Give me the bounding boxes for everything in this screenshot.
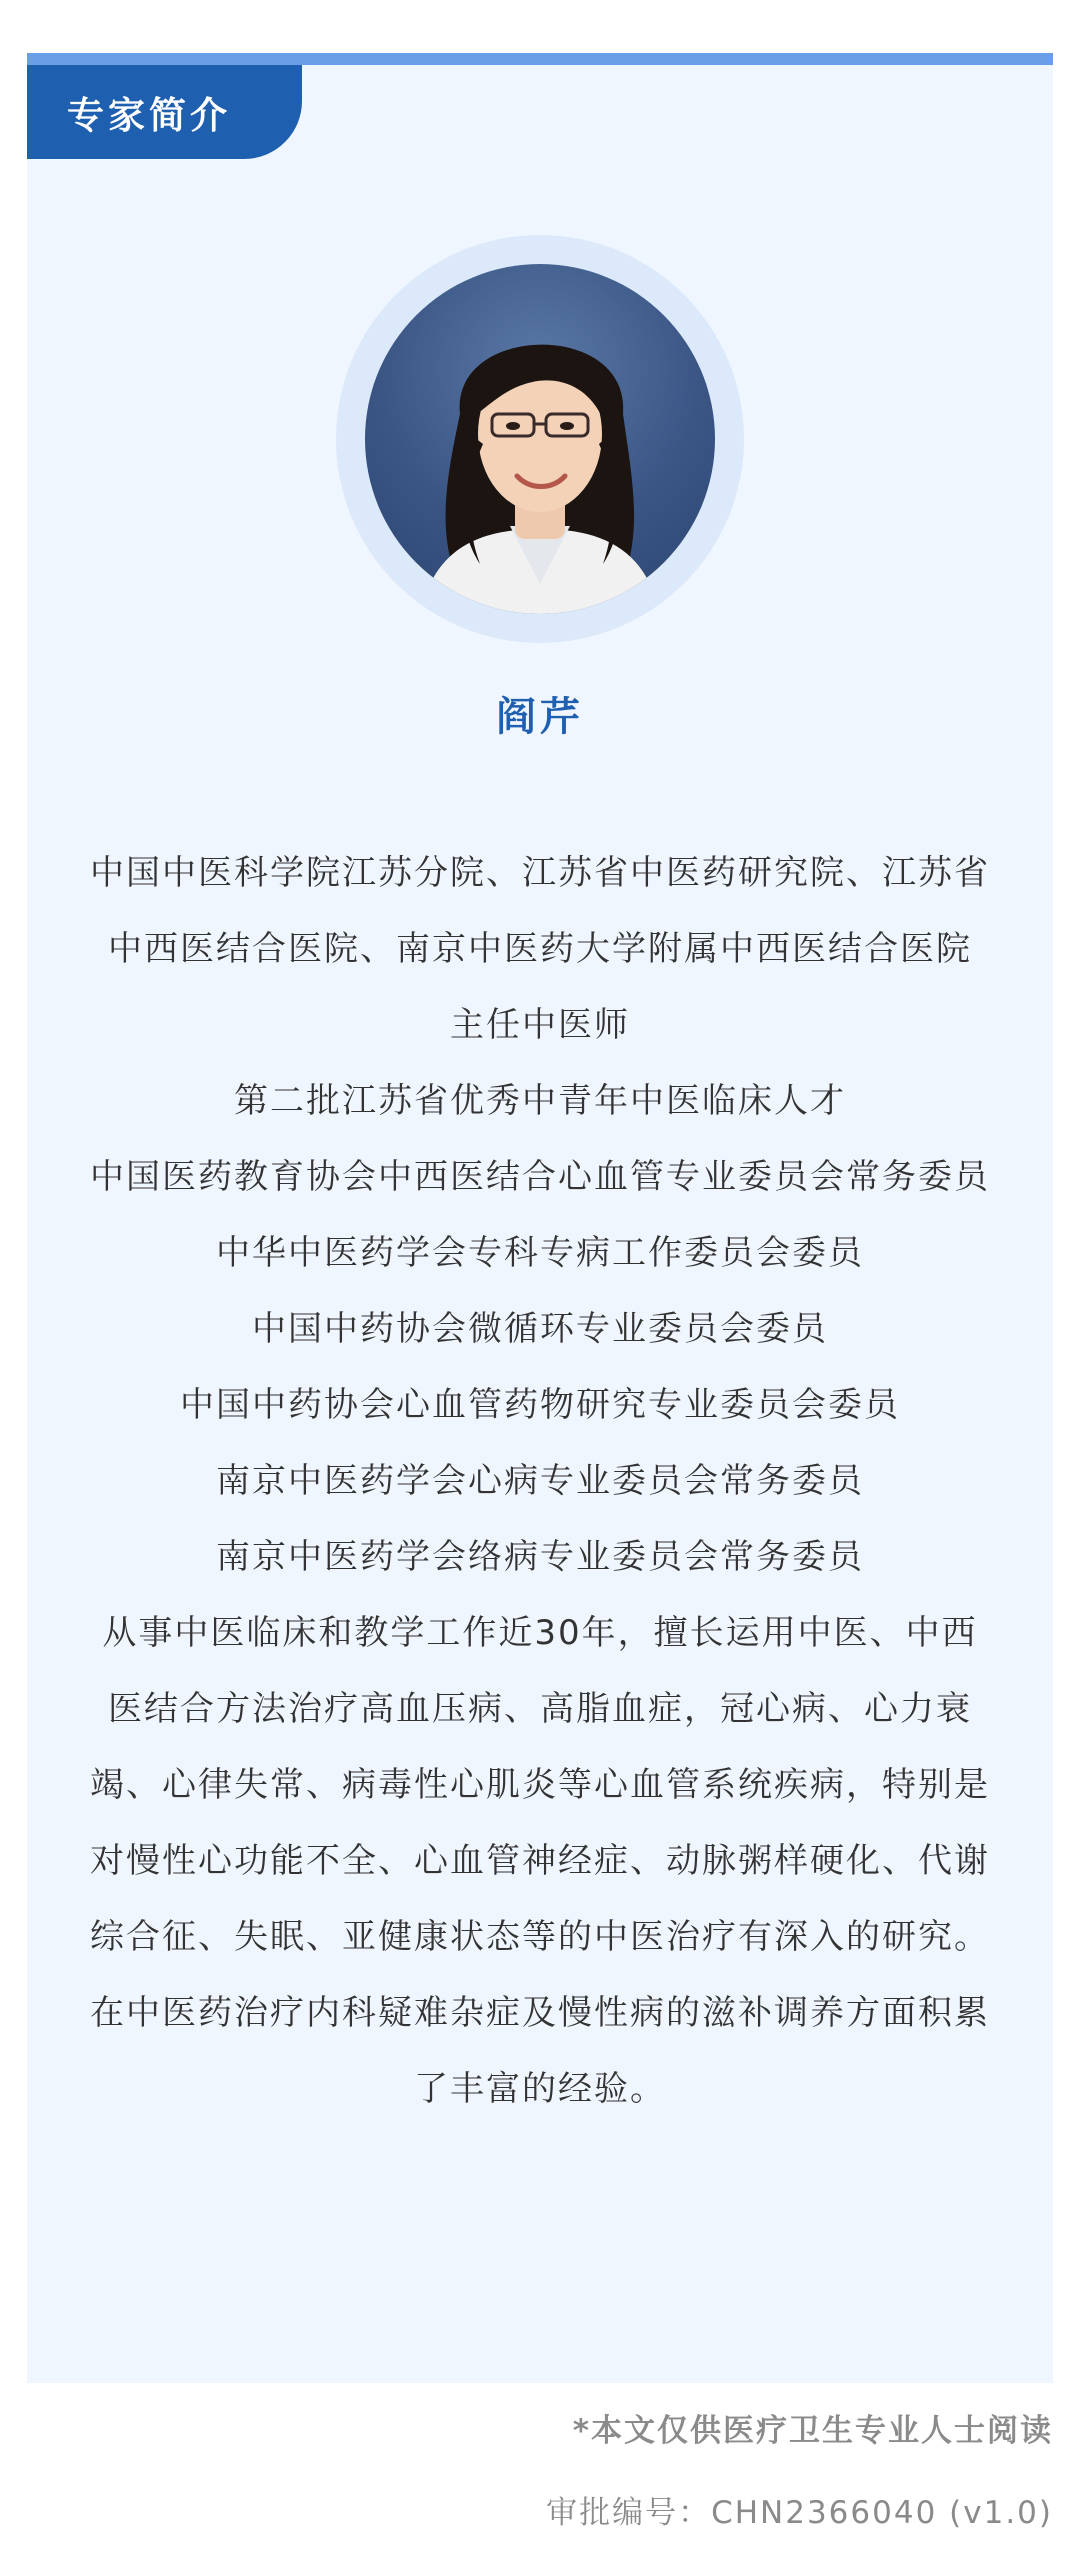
portrait-image — [365, 264, 715, 614]
bio-paragraph: 第二批江苏省优秀中青年中医临床人才 — [234, 1081, 846, 1121]
avatar — [365, 264, 715, 614]
approval-number: 审批编号：CHN2366040 (v1.0) — [546, 2495, 1053, 2531]
expert-card — [27, 53, 1053, 2383]
bio-paragraph: 中华中医药学会专科专病工作委员会委员 — [216, 1233, 864, 1273]
avatar-ring — [336, 235, 744, 643]
bio-section — [89, 835, 991, 2127]
bio-paragraph: 中国中医科学院江苏分院、江苏省中医药研究院、江苏省中西医结合医院、南京中医药大学附属中西医结合医院 主任中医师 — [90, 853, 990, 1045]
bio-paragraph: 南京中医药学会心病专业委员会常务委员 — [216, 1461, 864, 1501]
section-title: 专家简介 — [67, 94, 231, 137]
bio-paragraph: 从事中医临床和教学工作近30年，擅长运用中医、中西医结合方法治疗高血压病、高脂血症，冠心病、心力衰竭、心律失常、病毒性心肌炎等心血管系统疾病，特别是对慢性心功能不全、心血管神经症、动脉粥样硬化、代谢综合征、失眠、亚健康状态等的中医治疗有深入的研究。在中医药治疗内科疑难杂症及慢性病的滋补调养方面积累了丰富的经验。 — [90, 1613, 990, 2109]
bio-paragraph: 南京中医药学会络病专业委员会常务委员 — [216, 1537, 864, 1577]
disclaimer-text: *本文仅供医疗卫生专业人士阅读 — [572, 2413, 1053, 2449]
bio-paragraph: 中国中药协会微循环专业委员会委员 — [252, 1309, 828, 1349]
bio-paragraph: 中国中药协会心血管药物研究专业委员会委员 — [180, 1385, 900, 1425]
bio-paragraph: 中国医药教育协会中西医结合心血管专业委员会常务委员 — [90, 1157, 990, 1197]
expert-name: 阎芹 — [496, 694, 584, 740]
section-tab — [27, 65, 302, 159]
